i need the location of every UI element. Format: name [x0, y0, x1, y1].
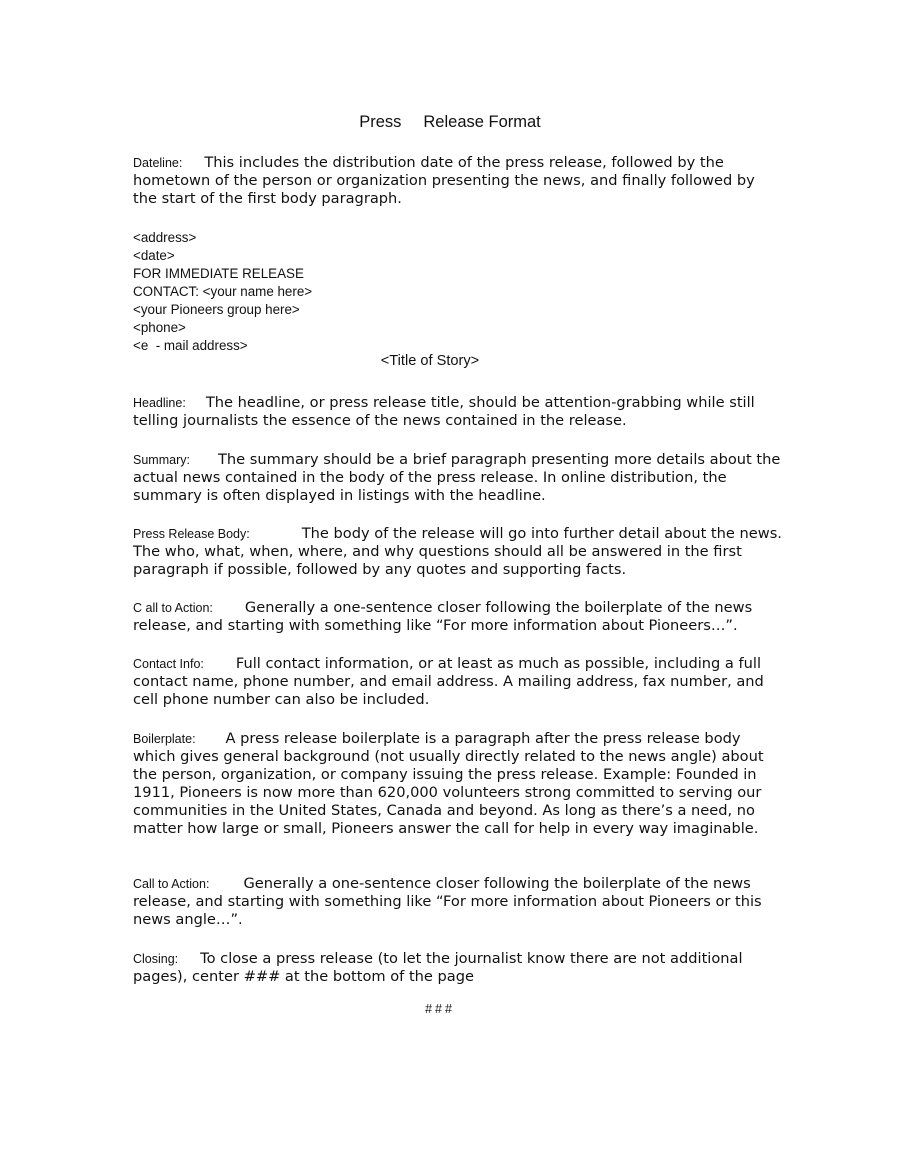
contact-line-phone: <phone> [133, 320, 186, 335]
boilerplate-text: A press release boilerplate is a paragraph after the press release body which gives general background (not usually directly related to the news angle) about the person, organization, or company issuing the press release. Example: Founded in 1911, Pioneers is now more than 620,000 volunteers strong committed to serving our communities in the United States, Canada and beyond. As long as there’s a need, no matter how large or small, Pioneers answer the call for help in every way imaginable. [133, 730, 764, 837]
call-to-action-2-paragraph [133, 875, 783, 929]
summary-label: Summary: [133, 453, 190, 467]
dateline-paragraph [133, 154, 783, 208]
contact-line-release: FOR IMMEDIATE RELEASE [133, 266, 304, 281]
call-to-action-2-text: Generally a one-sentence closer following the boilerplate of the news release, and starting with something like “For more information about Pioneers or this news angle…”. [133, 875, 762, 928]
contact-info-paragraph [133, 655, 783, 709]
story-title: <Title of Story> [380, 353, 480, 369]
dateline-label: Dateline: [133, 156, 183, 170]
body-paragraph [133, 525, 783, 579]
boilerplate-label: Boilerplate: [133, 732, 196, 746]
contact-info-text: Full contact information, or at least as much as possible, including a full contact name, phone number, and email address. A mailing address, fax number, and cell phone number can also be included. [133, 655, 764, 708]
summary-text: The summary should be a brief paragraph presenting more details about the actual news contained in the body of the press release. In online distribution, the summary is often displayed in listings with the headline. [133, 451, 781, 504]
headline-text: The headline, or press release title, should be attention-grabbing while still telling journalists the essence of the news contained in the release. [133, 394, 755, 429]
body-label: Press Release Body: [133, 527, 250, 541]
headline-paragraph [133, 394, 783, 430]
call-to-action-1-label: C all to Action: [133, 601, 213, 615]
headline-label: Headline: [133, 396, 186, 410]
closing-label: Closing: [133, 952, 179, 966]
title-word-release-format: Release Format [423, 113, 541, 131]
dateline-text: This includes the distribution date of the press release, followed by the hometown of the person or organization presenting the news, and finally followed by the start of the first body paragraph. [133, 154, 755, 207]
contact-block [133, 229, 312, 355]
summary-paragraph [133, 451, 783, 505]
call-to-action-2-label: Call to Action: [133, 877, 210, 891]
call-to-action-1-paragraph [133, 599, 783, 635]
contact-line-date: <date> [133, 248, 175, 263]
contact-line-name: CONTACT: <your name here> [133, 284, 313, 299]
closing-paragraph [133, 950, 783, 986]
closing-text: To close a press release (to let the journalist know there are not additional pages), center ### at the bottom of the page [133, 950, 743, 985]
body-text: The body of the release will go into further detail about the news. The who, what, when, where, and why questions should all be answered in the first paragraph if possible, followed by any quotes and supporting facts. [133, 525, 782, 578]
boilerplate-paragraph [133, 730, 783, 838]
page-title [0, 113, 900, 132]
end-mark: ### [425, 1002, 455, 1016]
contact-line-email: <e - mail address> [133, 338, 248, 353]
contact-line-group: <your Pioneers group here> [133, 302, 300, 317]
contact-line-address: <address> [133, 230, 197, 245]
title-word-press: Press [359, 113, 402, 131]
call-to-action-1-text: Generally a one-sentence closer following the boilerplate of the news release, and starting with something like “For more information about Pioneers…”. [133, 599, 753, 634]
contact-info-label: Contact Info: [133, 657, 204, 671]
